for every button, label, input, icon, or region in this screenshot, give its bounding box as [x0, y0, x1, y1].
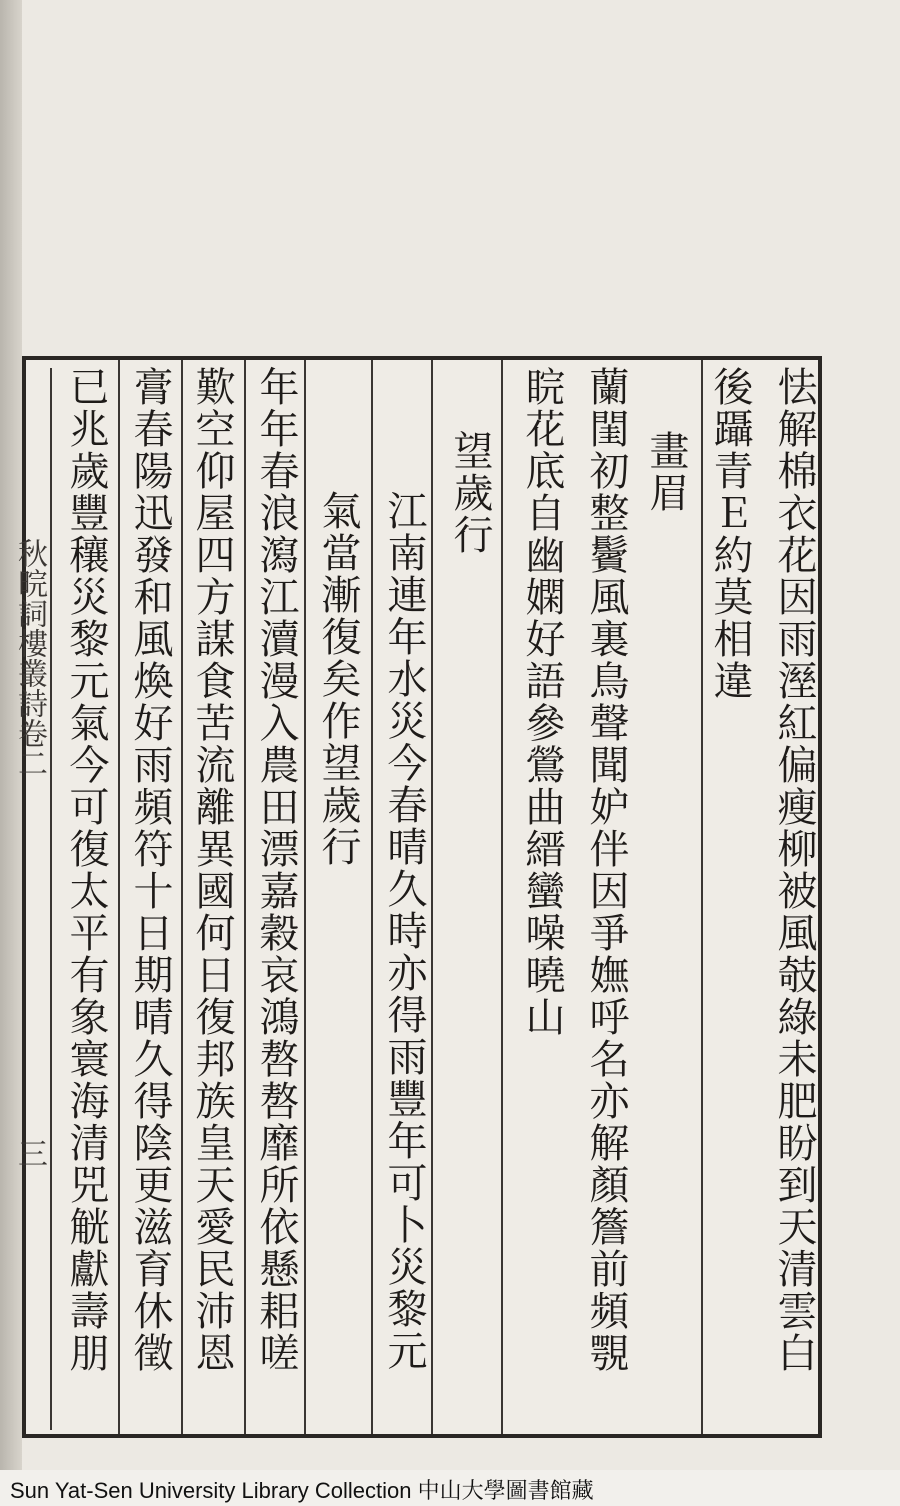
text-column: 後躡青Ｅ約莫相違: [707, 366, 753, 702]
block-heart: [6, 368, 52, 1430]
text-column: 江南連年水災今春晴久時亦得雨豐年可卜災黎元: [381, 490, 427, 1372]
text-column: 蘭閨初整鬢風裏鳥聲聞妒伴因爭嫵呼名亦解顏簷前頻覨: [583, 366, 629, 1374]
text-column: 怯解棉衣花因雨溼紅偏瘦柳被風攲綠未肥盼到天清雲白: [771, 366, 817, 1374]
spine-title: 秋晥詞樓叢詩卷二: [12, 538, 47, 778]
spine-page-number: 三: [12, 1138, 47, 1168]
text-frame: [12, 356, 822, 1438]
text-column: 膏春陽迅發和風煥好雨頻符十日期晴久得陰更滋育休徵: [127, 366, 173, 1374]
column-rule: [371, 360, 373, 1434]
column-rule: [501, 360, 503, 1434]
text-column: 睆花底自幽嫻好語參鶯曲縉蠻噪曉山: [519, 366, 565, 1038]
text-column: 歎空仰屋四方謀食苦流離異國何日復邦族皇天愛民沛恩: [189, 366, 235, 1374]
section-heading: 畫眉: [643, 430, 689, 514]
text-column: 氣當漸復矣作望歲行: [315, 490, 361, 868]
text-column: 年年春浪瀉江瀆漫入農田漂嘉穀哀鴻嗸嗸靡所依懸耜嗟: [253, 366, 299, 1374]
credit-text: Sun Yat-Sen University Library Collection 中山大學圖書館藏: [10, 1478, 594, 1503]
section-heading: 望歲行: [447, 430, 493, 556]
text-column: 已兆歲豐穰災黎元氣今可復太平有象寰海清兕觥獻壽朋: [63, 366, 109, 1374]
credit-bar: [0, 1470, 900, 1506]
